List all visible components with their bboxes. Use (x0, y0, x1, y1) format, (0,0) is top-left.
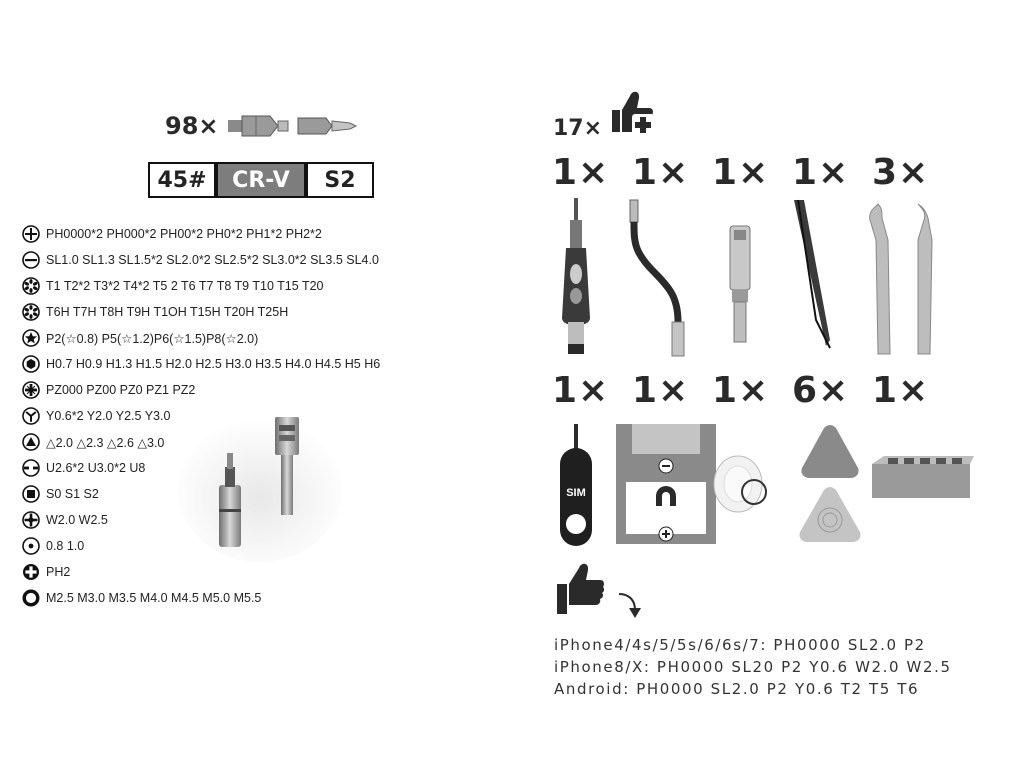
spec-row-slotted: SL1.0 SL1.3 SL1.5*2 SL2.0*2 SL2.5*2 SL3.0*2 SL3.5 SL4.0 (22, 249, 379, 271)
tools-row-2 (548, 420, 978, 550)
thumbs-up-icon (557, 564, 604, 614)
square-icon (22, 485, 40, 503)
bit-adapter-icon (730, 226, 750, 342)
count-magnetizer: 1× (632, 370, 690, 411)
thumbs-up-plus-icon (606, 84, 656, 136)
arrow-down-icon (619, 594, 641, 618)
spec-row-square: S0 S1 S2 (22, 483, 99, 505)
grade-45: 45# (148, 162, 216, 198)
spec-row-tri-wing: Y0.6*2 Y2.0 Y2.5 Y3.0 (22, 405, 170, 427)
pozidriv-icon (22, 381, 40, 399)
bit-photo (175, 405, 345, 565)
count-tweezers: 1× (792, 152, 850, 193)
spec-row-torx: T1 T2*2 T3*2 T4*2 T5 2 T6 T7 T8 T9 T10 T15 T20 (22, 275, 324, 297)
spec-row-triangle: △2.0 △2.3 △2.6 △3.0 (22, 431, 164, 453)
bit-tip-icon (298, 118, 356, 134)
thick-cross-icon (22, 563, 40, 581)
bits-count: 98× (165, 112, 219, 140)
spec-row-torx-hole: T6H T7H T8H T9H T1OH T15H T20H T25H (22, 301, 288, 323)
sim-pin-icon (560, 424, 592, 546)
triangle-icon (22, 433, 40, 451)
count-picks: 6× (792, 370, 850, 411)
screwdriver-icon (562, 198, 590, 354)
suction-cup-icon (714, 456, 766, 512)
count-sim-pin: 1× (552, 370, 610, 411)
spec-row-phillips: PH0000*2 PH000*2 PH00*2 PH0*2 PH1*2 PH2*2 (22, 223, 322, 245)
flexible-extension-icon (630, 200, 684, 356)
spec-row-pentalobe: P2(☆0.8) P5(☆1.2)P6(☆1.5)P8(☆2.0) (22, 327, 258, 349)
slotted-icon (22, 251, 40, 269)
compat-line-android: Android: PH0000 SL2.0 P2 Y0.6 T2 T5 T6 (554, 680, 920, 698)
triangle-pick-icon (799, 425, 860, 542)
spec-row-hex: H0.7 H0.9 H1.3 H1.5 H2.0 H2.5 H3.0 H3.5 H4.0 H4.5 H5 H6 (22, 353, 380, 375)
compat-line-iphone4-7: iPhone4/4s/5/5s/6/6s/7: PH0000 SL2.0 P2 (554, 636, 926, 654)
torx-hole-icon (22, 303, 40, 321)
cross-icon (22, 511, 40, 529)
tweezers-icon (794, 200, 830, 348)
count-adapter: 1× (712, 152, 770, 193)
hex-bit-icon (228, 116, 288, 136)
accessory-count: 17× (553, 116, 603, 141)
pentalobe-icon (22, 329, 40, 347)
bit-holder-icon (872, 456, 974, 498)
count-extension: 1× (632, 152, 690, 193)
recommendation-icon (555, 560, 645, 622)
tools-row-1 (548, 196, 948, 361)
phillips-icon (22, 225, 40, 243)
count-suction-cup: 1× (712, 370, 770, 411)
spec-row-thick-cross: PH2 (22, 561, 70, 583)
grade-crv: CR-V (216, 162, 306, 198)
spec-row-cross: W2.0 W2.5 (22, 509, 108, 531)
count-spudgers: 3× (872, 152, 930, 193)
spec-row-ring: M2.5 M3.0 M3.5 M4.0 M4.5 M5.0 M5.5 (22, 587, 261, 609)
spec-row-pozidriv: PZ000 PZ00 PZ0 PZ1 PZ2 (22, 379, 195, 401)
ring-icon (22, 589, 40, 607)
grade-s2: S2 (306, 162, 374, 198)
material-grade-box (148, 162, 374, 198)
count-screwdriver: 1× (552, 152, 610, 193)
spec-row-center-dot: 0.8 1.0 (22, 535, 84, 557)
u-shape-icon (22, 459, 40, 477)
tri-wing-icon (22, 407, 40, 425)
spec-row-u-shape: U2.6*2 U3.0*2 U8 (22, 457, 145, 479)
center-dot-icon (22, 537, 40, 555)
compat-line-iphone8-x: iPhone8/X: PH0000 SL20 P2 Y0.6 W2.0 W2.5 (554, 658, 952, 676)
magnetizer-icon (616, 424, 716, 544)
sim-label: SIM (566, 487, 586, 499)
torx-icon (22, 277, 40, 295)
count-bit-holder: 1× (872, 370, 930, 411)
bit-icons (226, 112, 362, 140)
spudger-icon (870, 204, 932, 354)
hex-icon (22, 355, 40, 373)
